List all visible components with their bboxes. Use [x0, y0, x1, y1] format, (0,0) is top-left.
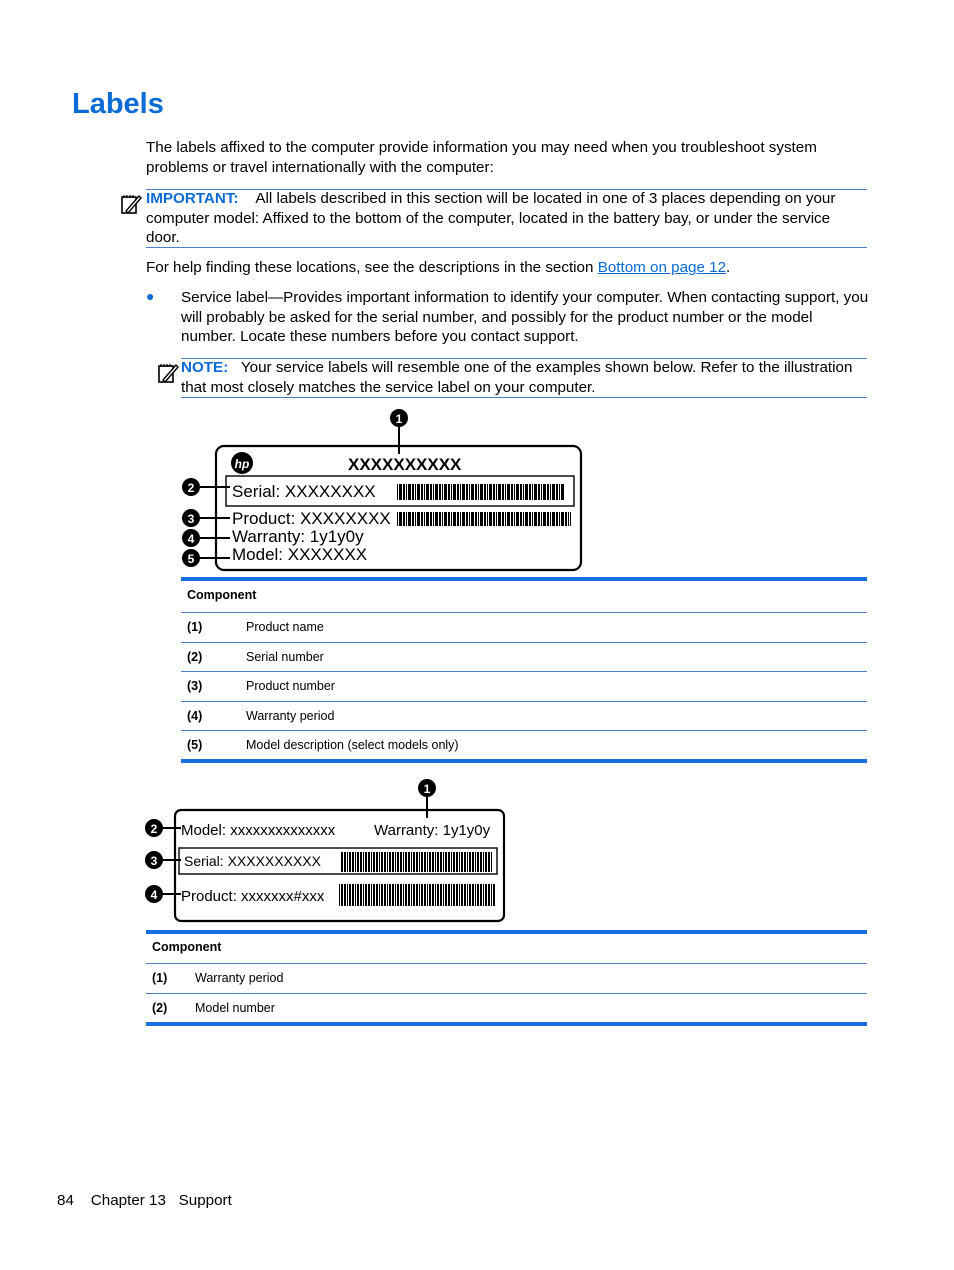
label2-serial: Serial: XXXXXXXXXX: [184, 853, 321, 869]
callout-1-icon: [390, 409, 408, 427]
row-description: Model number: [195, 1001, 275, 1015]
row-number: (1): [152, 971, 168, 985]
svg-text:1: 1: [423, 782, 431, 796]
table-bottom-border: [181, 759, 867, 763]
help-period: .: [726, 259, 731, 276]
table2-header: Component: [152, 940, 222, 954]
footer-section: Support: [178, 1192, 232, 1209]
note-label: NOTE:: [181, 359, 229, 376]
bottom-page-link[interactable]: Bottom on page 12: [597, 259, 727, 276]
callout-5-icon: [182, 549, 200, 567]
row-description: Product name: [246, 620, 324, 634]
intro-paragraph: The labels affixed to the computer provide information you may need when you troubleshoot system problems or travel internationally with the computer:: [146, 139, 817, 176]
page-title: Labels: [72, 88, 164, 120]
hp-logo-text: hp: [234, 457, 250, 471]
row-divider: [146, 993, 867, 994]
bullet-icon: ●: [146, 288, 155, 304]
callout-4-icon: [182, 529, 200, 547]
row-number: (3): [187, 679, 203, 694]
label2-warranty: Warranty: 1y1y0y: [374, 822, 491, 839]
important-bottom-rule: [146, 247, 867, 248]
table2-header-rule: [146, 963, 867, 964]
row-number: (4): [187, 708, 203, 723]
label1-serial-barcode: [396, 484, 564, 500]
help-paragraph: [146, 258, 866, 278]
page-footer: [57, 1192, 232, 1209]
label1-product: Product: XXXXXXXX: [232, 509, 391, 528]
label1-serial: Serial: XXXXXXXX: [232, 482, 376, 501]
important-label: IMPORTANT:: [146, 190, 239, 207]
svg-text:2: 2: [187, 481, 195, 495]
svg-text:4: 4: [150, 888, 158, 902]
label2-model: Model: xxxxxxxxxxxxxx: [181, 822, 336, 839]
row-description: Serial number: [246, 649, 324, 664]
service-label-illustration-2: [144, 776, 512, 926]
table-bottom-border: [146, 1022, 867, 1026]
row-description: Product number: [246, 679, 335, 694]
important-icon: [119, 192, 143, 216]
table1-header-rule: [181, 612, 867, 613]
important-text: All labels described in this section will be located in one of 3 places depending on your computer model: Affixed to the bottom of the computer, located in the battery bay, or under the service door.: [146, 190, 836, 246]
label2-product: Product: xxxxxxx#xxx: [181, 888, 325, 905]
service-label-bullet: Service label—Provides important information to identify your computer. When contacting support, you will probably be asked for the serial number, and possibly for the product number or the model number. Locate these numbers before you contact support.: [181, 289, 869, 345]
label1-warranty: Warranty: 1y1y0y: [232, 527, 364, 546]
page-number: 84: [57, 1192, 74, 1209]
note-text: Your service labels will resemble one of the examples shown below. Refer to the illustration that most closely matches the service label on your computer.: [181, 359, 853, 396]
callout-2-icon: [182, 478, 200, 496]
row-number: (2): [187, 649, 203, 664]
label1-model: Model: XXXXXXX: [232, 545, 368, 564]
callout-3-icon: [182, 509, 200, 527]
svg-text:2: 2: [150, 822, 158, 836]
label2-product-barcode: [338, 884, 496, 906]
row-description: Model description (select models only): [246, 738, 459, 753]
svg-text:3: 3: [150, 854, 158, 868]
callout-4-icon: [145, 885, 163, 903]
row-number: (2): [152, 1001, 168, 1015]
table2-top-border: [146, 930, 867, 934]
note-bottom-rule: [181, 397, 867, 398]
row-divider: [181, 730, 867, 731]
row-description: Warranty period: [195, 971, 284, 985]
svg-text:5: 5: [187, 552, 195, 566]
row-divider: [181, 671, 867, 672]
service-label-illustration-1: [178, 404, 588, 576]
row-number: (1): [187, 620, 203, 634]
callout-2-icon: [145, 819, 163, 837]
row-divider: [181, 701, 867, 702]
svg-text:3: 3: [187, 512, 195, 526]
footer-chapter: Chapter 13: [90, 1192, 166, 1209]
important-block: [146, 189, 866, 248]
label2-serial-barcode: [340, 852, 493, 872]
svg-text:1: 1: [395, 412, 403, 426]
table1-header: Component: [187, 588, 257, 602]
row-number: (5): [187, 738, 203, 753]
callout-1-icon: [418, 779, 436, 797]
label1-product-barcode: [396, 512, 571, 526]
label1-product-name: XXXXXXXXXX: [348, 455, 462, 474]
row-description: Warranty period: [246, 708, 335, 723]
note-block: [181, 358, 867, 397]
svg-text:4: 4: [187, 532, 195, 546]
help-text: For help finding these locations, see the descriptions in the section: [146, 259, 598, 276]
callout-3-icon: [145, 851, 163, 869]
note-icon: [156, 361, 180, 385]
table1-top-border: [181, 577, 867, 581]
row-divider: [181, 642, 867, 643]
